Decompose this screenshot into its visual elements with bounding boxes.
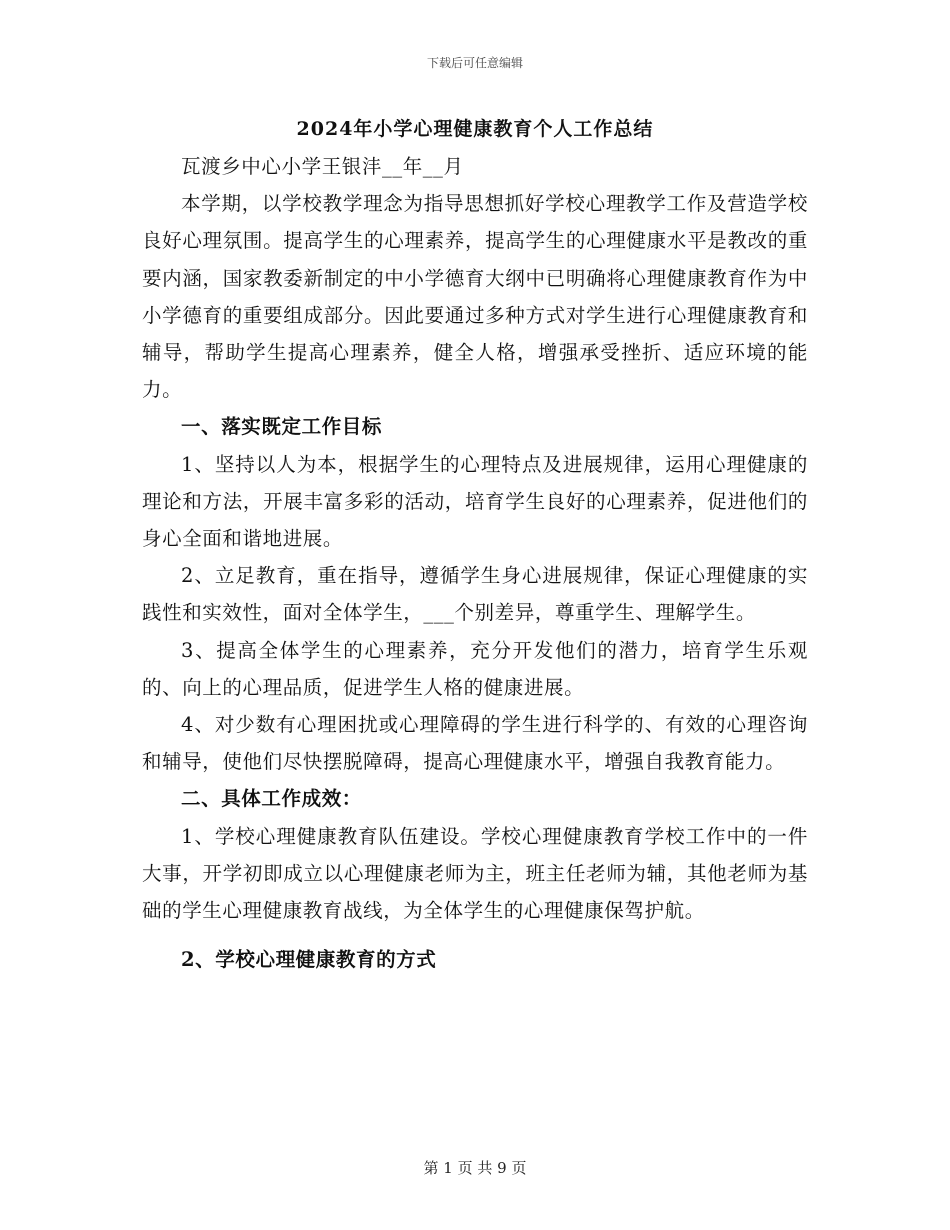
- document-title: 2024年小学心理健康教育个人工作总结: [296, 118, 654, 140]
- author-date-line: 瓦渡乡中心小学王银沣__年__月: [181, 155, 464, 178]
- goal-item-4: 4、对少数有心理困扰或心理障碍的学生进行科学的、有效的心理咨询和辅导，使他们尽快摆脱障碍，提高心理健康水平，增强自我教育能力。: [142, 713, 808, 774]
- goal-item-3: 3、提高全体学生的心理素养，充分开发他们的潜力，培育学生乐观的、向上的心理品质，促进学生人格的健康进展。: [142, 638, 808, 699]
- result-item-2-heading: 2、学校心理健康教育的方式: [181, 948, 437, 972]
- goal-item-1: 1、坚持以人为本，根据学生的心理特点及进展规律，运用心理健康的理论和方法，开展丰富多彩的活动，培育学生良好的心理素养，促进他们的身心全面和谐地进展。: [142, 452, 808, 551]
- section-heading-2: 二、具体工作成效：: [181, 787, 362, 811]
- goal-item-2: 2、立足教育，重在指导，遵循学生身心进展规律，保证心理健康的实践性和实效性，面对全体学生，___个别差异，尊重学生、理解学生。: [142, 564, 808, 625]
- intro-paragraph: 本学期，以学校教学理念为指导思想抓好学校心理教学工作及营造学校良好心理氛围。提高学生的心理素养，提高学生的心理健康水平是教改的重要内涵，国家教委新制定的中小学德育大纲中已明确将心理健康教育作为中小学德育的重要组成部分。因此要通过多种方式对学生进行心理健康教育和辅导，帮助学生提高心理素养，健全人格，增强承受挫折、适应环境的能力。: [142, 192, 808, 402]
- page-footer: 第 1 页 共 9 页: [423, 1159, 527, 1177]
- result-item-1: 1、学校心理健康教育队伍建设。学校心理健康教育学校工作中的一件大事，开学初即成立以心理健康老师为主，班主任老师为辅，其他老师为基础的学生心理健康教育战线，为全体学生的心理健康保驾护航。: [142, 824, 808, 923]
- document-body: [142, 148, 808, 978]
- header-note: 下载后可任意编辑: [426, 56, 523, 70]
- section-heading-1: 一、落实既定工作目标: [181, 415, 383, 439]
